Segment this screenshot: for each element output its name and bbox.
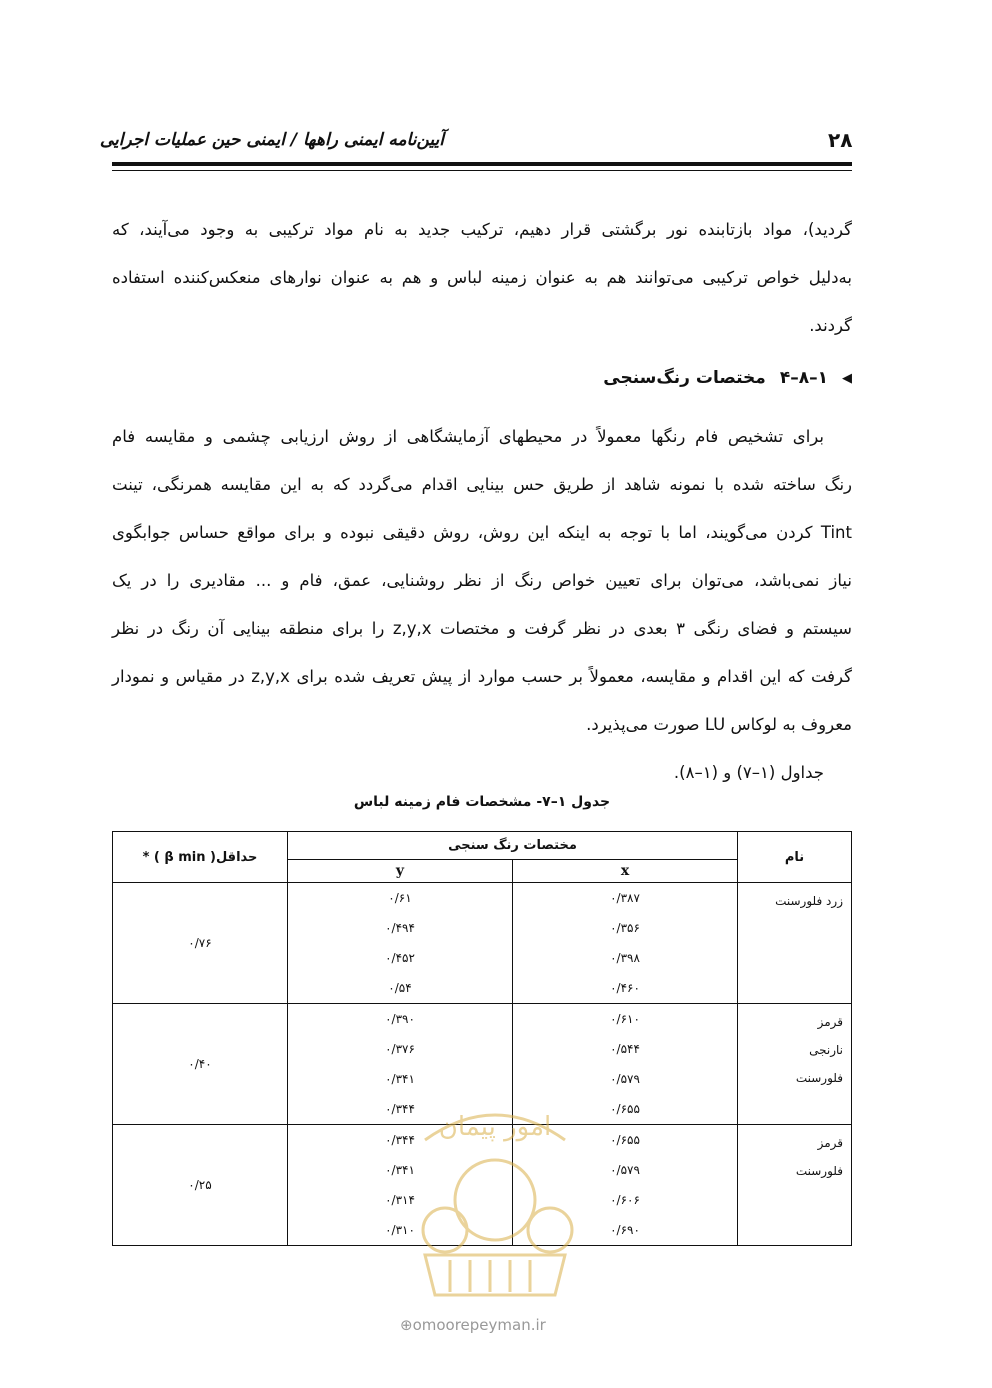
body-line: رنگ ساخته شده با نمونه شاهد از طریق حس بینایی اقدام می‌گردد که به این مقایسه همرنگی، تینت [112,475,852,494]
body-paragraph [112,413,852,797]
header-y: y [288,860,513,883]
body-line: گرفت که این اقدام و مقایسه، معمولاً بر حسب موارد از پیش تعریف شده برای z,y,x در مقیاس و نمودار [112,667,853,686]
row-name: قرمز نارنجی فلورسنت [738,1004,852,1125]
row-min: ۰/۷۶ [113,883,288,1004]
running-title: آیین‌نامه ایمنی راهها / ایمنی حین عملیات اجرایی [99,130,444,150]
header-rule-thick [112,162,852,166]
site-label: omoorepeyman.ir [412,1316,546,1334]
site-url [400,1316,546,1334]
row-min: ۰/۴۰ [113,1004,288,1125]
watermark-logo [405,1080,585,1310]
row-x-values: ۰/۶۱۰ ۰/۵۴۴ ۰/۵۷۹ ۰/۶۵۵ [513,1004,738,1125]
row-min: ۰/۲۵ [113,1125,288,1246]
row-y-values: ۰/۳۴۴ ۰/۳۴۱ ۰/۳۱۴ ۰/۳۱۰ [288,1125,513,1246]
body-line: برای تشخیص فام رنگها معمولاً در محیطهای آزمایشگاهی از روش ارزیابی چشمی و مقایسه فام [112,427,824,446]
row-x-values: ۰/۶۵۵ ۰/۵۷۹ ۰/۶۰۶ ۰/۶۹۰ [513,1125,738,1246]
section-number: ۱–۸–۴ [779,368,828,388]
table-caption: جدول ۱–۷- مشخصات فام زمینه لباس [353,794,611,810]
bullet-icon: ◀ [842,370,852,386]
intro-line: گردید)، مواد بازتابنده نور برگشتی قرار دهیم، ترکیب جدید به نام مواد ترکیبی به وجود می‌آیند، که [112,220,852,239]
header-x: x [513,860,738,883]
row-name: زرد فلورسنت [738,883,852,1004]
tables-reference: جداول (۱–۷) و (۱–۸). [673,763,824,782]
body-line: نیاز نمی‌باشد، می‌توان برای تعیین خواص رنگ از نظر روشنایی، عمق، فام و ... مقادیری را در یک [112,571,852,590]
row-y-values: ۰/۶۱ ۰/۴۹۴ ۰/۴۵۲ ۰/۵۴ [288,883,513,1004]
header-rule-thin [112,170,852,171]
section-title: مختصات رنگ‌سنجی [603,368,766,388]
body-line: معروف به لوکاس LU صورت می‌پذیرد. [586,715,852,734]
body-line: سیستم و فضای رنگی ۳ بعدی در نظر گرفت و مختصات z,y,x را برای منطقه بینایی آن رنگ در نظر [112,619,852,638]
globe-icon: ⊕ [400,1316,413,1334]
intro-paragraph [112,206,852,350]
page-number: ۲۸ [828,128,853,152]
header-min: حداقل( β min ) * [113,832,288,883]
header-name: نام [738,832,852,883]
watermark-text: امور پیمان [438,1112,552,1142]
row-name: قرمز فلورسنت [738,1125,852,1246]
row-y-values: ۰/۳۹۰ ۰/۳۷۶ ۰/۳۴۱ ۰/۳۴۴ [288,1004,513,1125]
body-line: Tint کردن می‌گویند، اما با توجه به اینکه این روش، روش دقیقی نبوده و برای مواقع حساس جوابگوی [112,523,852,542]
header-colorimetric: مختصات رنگ سنجی [288,832,738,860]
intro-line: به‌دلیل خواص ترکیبی می‌توانند هم به عنوان زمینه لباس و هم به عنوان نوارهای منعکس‌کننده استفاده [112,268,852,287]
row-x-values: ۰/۳۸۷ ۰/۳۵۶ ۰/۳۹۸ ۰/۴۶۰ [513,883,738,1004]
intro-line: گردند. [809,316,852,335]
section-heading [603,368,852,388]
table-row [113,883,852,1004]
